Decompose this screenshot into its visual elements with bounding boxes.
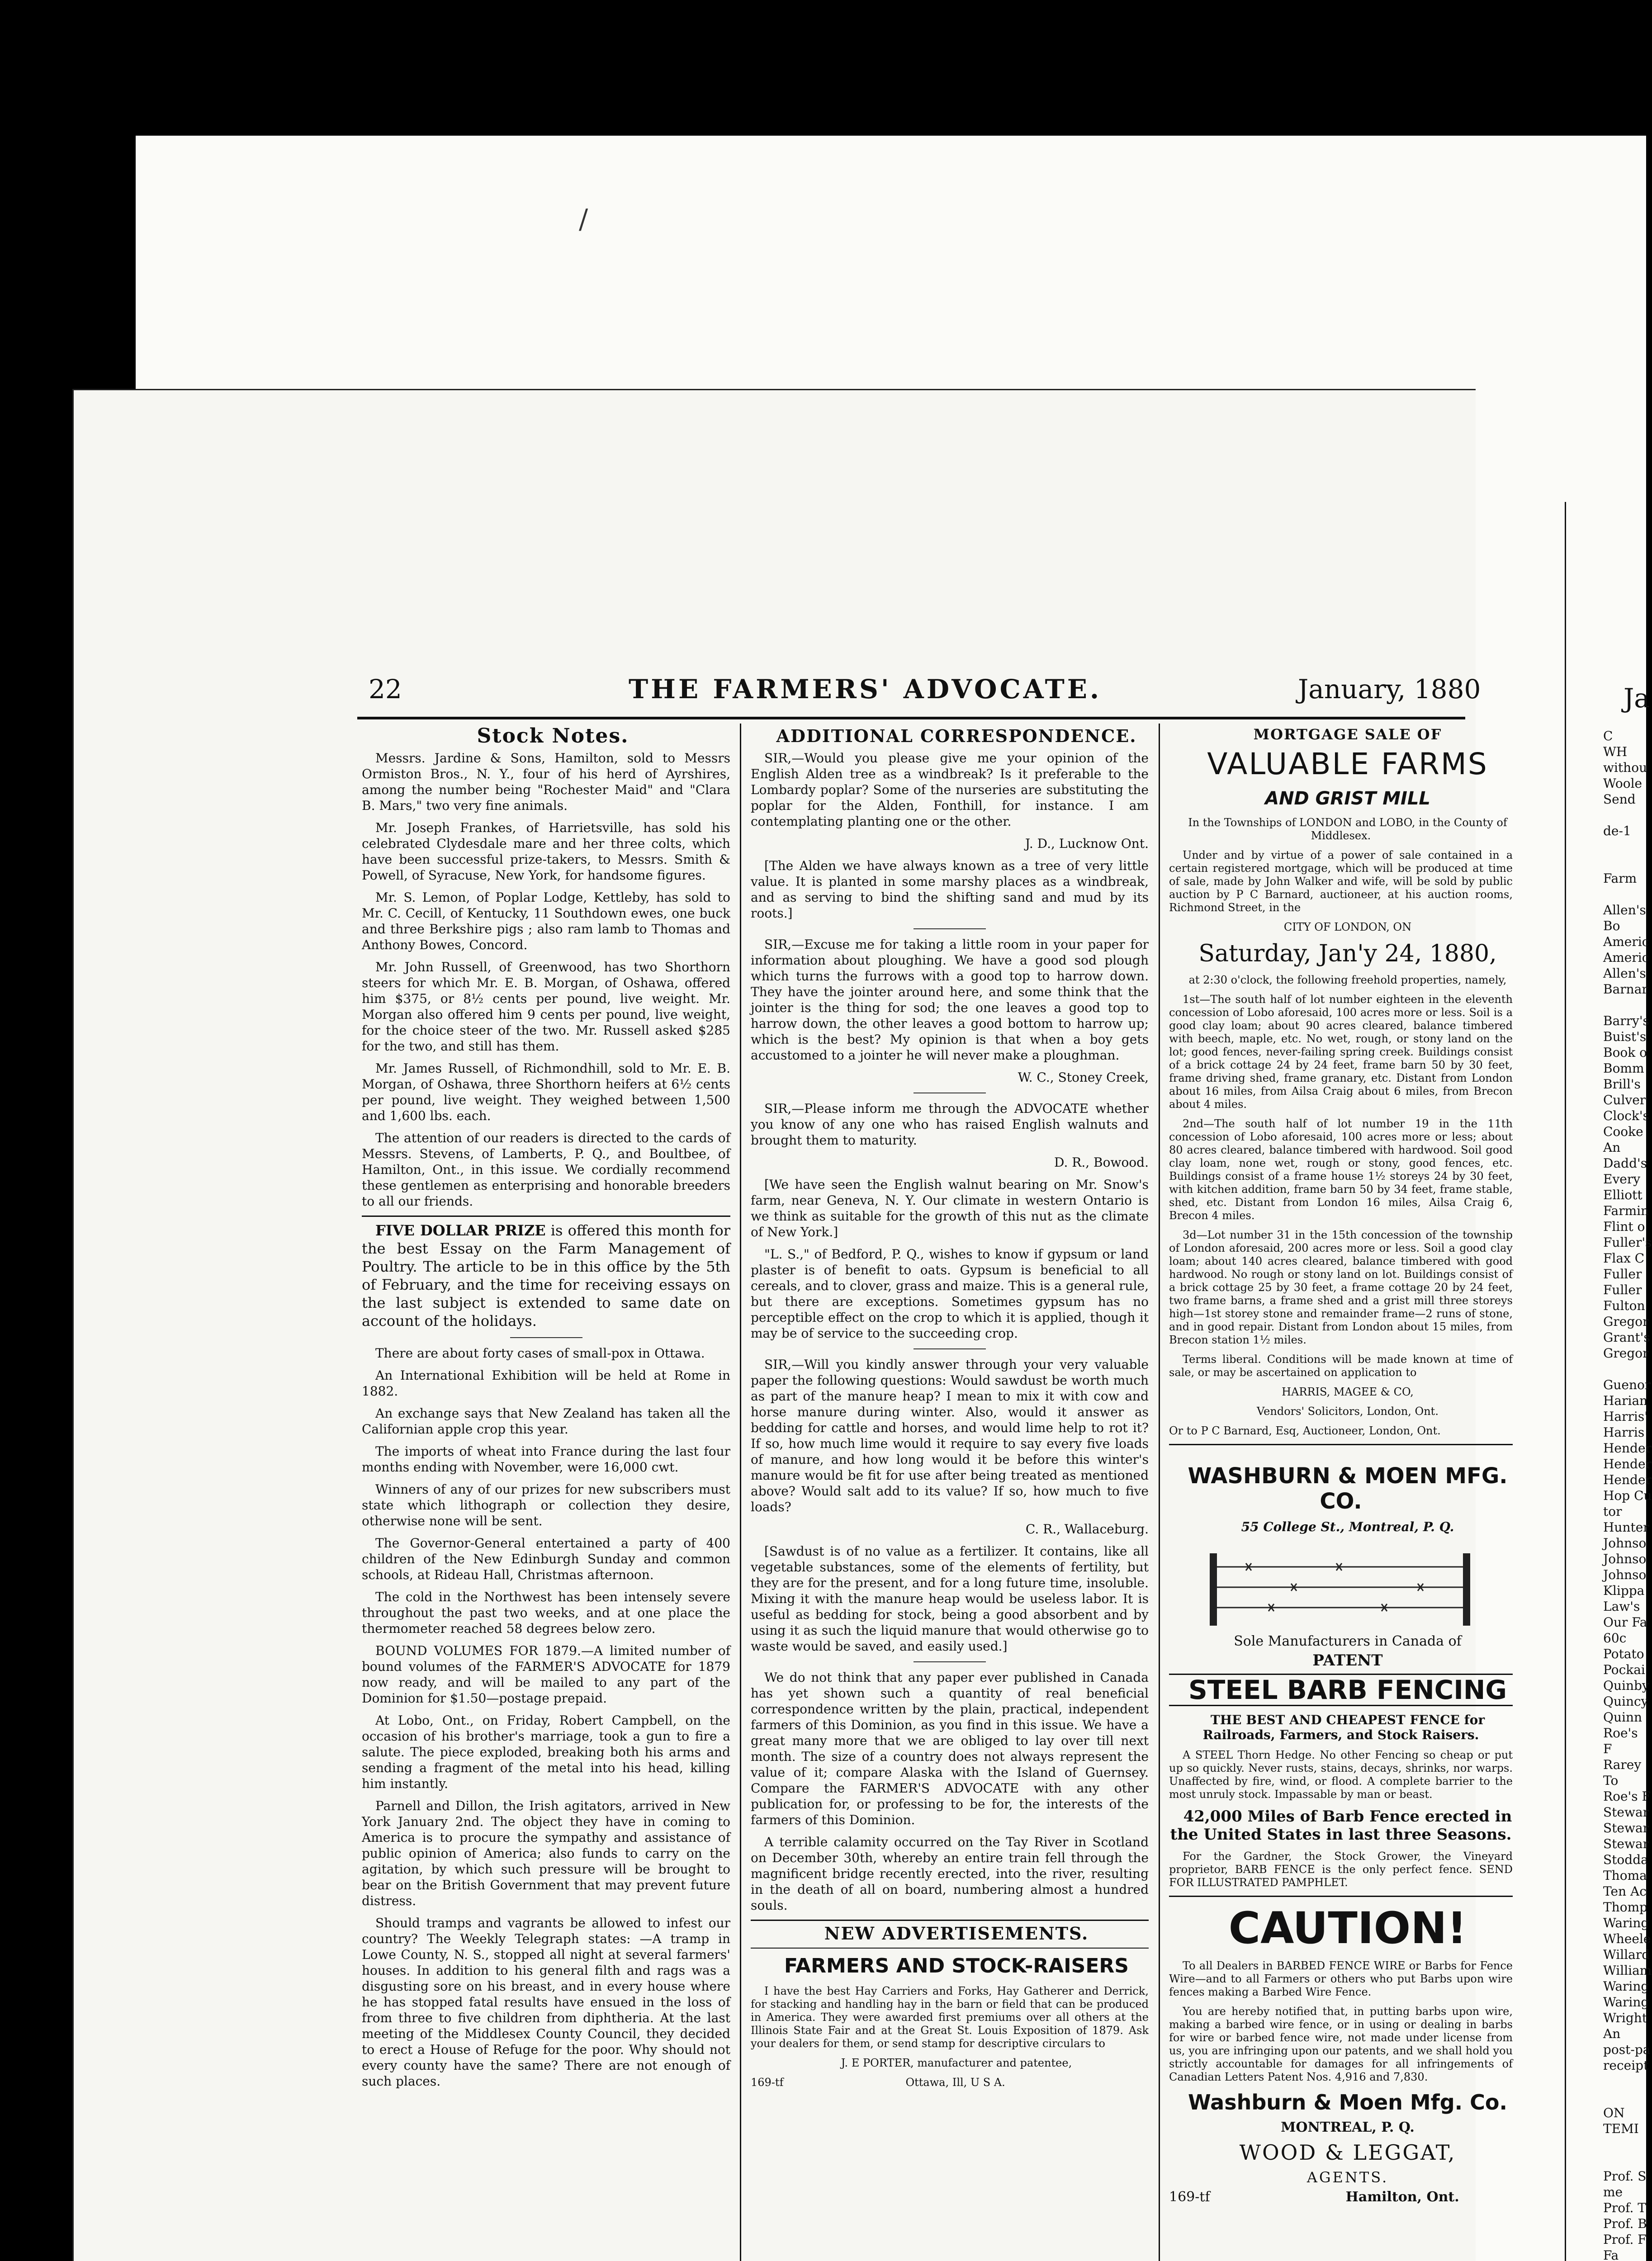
fragment-line: Pockai bbox=[1603, 1662, 1645, 1677]
ad-title: FARMERS AND STOCK-RAISERS bbox=[784, 1954, 1129, 1977]
fragment-line: Prof. T bbox=[1603, 2200, 1646, 2215]
fragment-line: Stewar bbox=[1603, 1821, 1649, 1835]
letter-text: "L. S.," of Bedford, P. Q., wishes to know if gypsum or land plaster is of benefit to oats. Gypsum is beneficial to all cereals, and to clover, grass and maize. This is a general rule, but there are exceptions. Sometimes gypsum has no perceptible effect on the crop to which it is applied, though it may be of service to the succeeding crop. bbox=[751, 1247, 1149, 1341]
sale-date: Saturday, Jan'y 24, 1880, bbox=[1198, 940, 1497, 967]
fragment-line: Wright bbox=[1603, 2010, 1647, 2025]
fragment-line: Americ bbox=[1603, 934, 1649, 949]
lot-description: 2nd—The south half of lot number 19 in the 11th concession of Lobo aforesaid, 100 acres more or less; about 80 acres cleared, balance timbered with hardwood. Soil good clay loam, none wet, rough or stony, good fences, etc. Buildings consist of a frame house 1½ storeys 24 by 30 feet, with kitchen addition, frame barn 50 by 34 feet, frame stable, shed, etc. Distant from London 16 miles, Ailsa Craig 6, Brecon 4 miles. bbox=[1169, 1117, 1513, 1222]
fragment-line: Prof. S bbox=[1603, 2169, 1647, 2184]
fragment-line: Roe's bbox=[1603, 1726, 1638, 1741]
fragment-line: Buist's bbox=[1603, 1029, 1647, 1044]
fragment-line: Roe's F bbox=[1603, 1789, 1651, 1804]
sale-terms: Terms liberal. Conditions will be made known at time of sale, or may be ascertained on application to bbox=[1169, 1353, 1513, 1379]
fragment-line: Johnso bbox=[1603, 1567, 1647, 1582]
steel-barb-fencing: STEEL BARB FENCING bbox=[1169, 1674, 1513, 1706]
note-paragraph: Mr. S. Lemon, of Poplar Lodge, Kettleby, has sold to Mr. C. Cecill, of Kentucky, 11 Southdown ewes, one buck and three Berkshire pigs ; also ram lamb to Thomas and Anthony Bowes, Concord. bbox=[362, 890, 730, 952]
stock-notes-heading: Stock Notes. bbox=[477, 724, 629, 747]
fragment-line: Wheele bbox=[1603, 1931, 1651, 1946]
fragment-line: tor bbox=[1603, 1504, 1622, 1519]
fragment-line: Rarey bbox=[1603, 1757, 1642, 1772]
fragment-line: Fuller bbox=[1603, 1267, 1642, 1282]
fragment-line: Brill's bbox=[1603, 1077, 1641, 1092]
fragment-line: Johnso bbox=[1603, 1551, 1647, 1566]
caution-text: To all Dealers in BARBED FENCE WIRE or Barbs for Fence Wire—and to all Farmers or others who put Barbs upon wire fences making a Barbed Wire Fence. bbox=[1169, 1959, 1513, 1998]
correspondence-heading: ADDITIONAL CORRESPONDENCE. bbox=[776, 726, 1137, 746]
fragment-line: Hender bbox=[1603, 1457, 1652, 1471]
fragment-line: de-1 bbox=[1603, 823, 1631, 838]
page-number: 22 bbox=[369, 674, 402, 705]
fragment-line: Book o bbox=[1603, 1045, 1647, 1060]
fragment-line: Gregor bbox=[1603, 1314, 1649, 1329]
gardener-text: For the Gardner, the Stock Grower, the Vineyard proprietor, BARB FENCE is the only perfect fence. SEND FOR ILLUSTRATED PAMPHLET. bbox=[1169, 1850, 1513, 1889]
fragment-line: Every bbox=[1603, 1172, 1641, 1187]
news-item: An International Exhibition will be held at Rome in 1882. bbox=[362, 1368, 730, 1399]
fragment-line: ON bbox=[1603, 2105, 1625, 2120]
fragment-line: Fuller's bbox=[1603, 1235, 1652, 1250]
sole-manufacturers: Sole Manufacturers in Canada of bbox=[1234, 1633, 1462, 1649]
fragment-line: Hunter bbox=[1603, 1520, 1649, 1535]
fragment-line: F bbox=[1603, 1741, 1612, 1756]
editor-reply: [The Alden we have always known as a tree of very little value. It is planted in some marshy places as a windbreak, and as serving to bind the shifting sand and mud by its roots.] bbox=[751, 858, 1149, 921]
fragment-line: WH bbox=[1603, 744, 1628, 759]
caution-heading: CAUTION! bbox=[1228, 1903, 1467, 1954]
fragment-line: Potato bbox=[1603, 1646, 1644, 1661]
column-correspondence bbox=[751, 728, 1149, 2261]
fragment-line: Dadd's bbox=[1603, 1156, 1647, 1171]
fragment-line: Barnar bbox=[1603, 982, 1648, 997]
mortgage-heading: MORTGAGE SALE OF bbox=[1253, 726, 1442, 743]
letter-text: SIR,—Would you please give me your opinion of the English Alden tree as a windbreak? Is it preferable to the Lombardy poplar? Some of the nurseries are substituting the poplar for the Alden, Fonthill, for instance. I am contemplating planting one or the other. bbox=[751, 751, 1149, 829]
fragment-line: Cooke bbox=[1603, 1124, 1643, 1139]
hamilton: Hamilton, Ont. bbox=[1345, 2189, 1459, 2205]
fragment-line: Prof. F bbox=[1603, 2232, 1647, 2247]
news-item: The imports of wheat into France during the last four months ending with November, were 16,000 cwt. bbox=[362, 1444, 730, 1475]
caution-notice: You are hereby notified that, in putting barbs upon wire, making a barbed wire fence, or in using or dealing in barbs for wire or barbed fence wire, not made under license from us, you are infringing upon our patents, and we shall hold you strictly accountable for damages for all infringements of Canadian Letters Patent Nos. 4,916 and 7,830. bbox=[1169, 2005, 1513, 2083]
fence-post bbox=[1463, 1553, 1470, 1626]
fragment-line: Harris bbox=[1603, 1425, 1645, 1440]
masthead-rule bbox=[357, 717, 1465, 719]
note-paragraph: Mr. Joseph Frankes, of Harrietsville, has sold his celebrated Clydesdale mare and her three colts, which have been successful prize-takers, to Messrs. Smith & Powell, of Syracuse, New York, for handsome figures. bbox=[362, 820, 730, 883]
fragment-line: Stewar bbox=[1603, 1836, 1649, 1851]
valuable-farms: VALUABLE FARMS bbox=[1207, 747, 1488, 781]
fragment-line: Gregor bbox=[1603, 1346, 1649, 1361]
letter-signature: D. R., Bowood. bbox=[1054, 1155, 1149, 1170]
fragment-line bbox=[1603, 2137, 1646, 2152]
fragment-line: receipt bbox=[1603, 2058, 1649, 2073]
washburn-signature: Washburn & Moen Mfg. Co. bbox=[1188, 2090, 1507, 2114]
auctioneer-line: Or to P C Barnard, Esq, Auctioneer, London, Ont. bbox=[1169, 1424, 1441, 1437]
townships: In the Townships of LONDON and LOBO, in the County of Middlesex. bbox=[1188, 816, 1507, 842]
fragment-line bbox=[1603, 807, 1646, 823]
ad-place: Ottawa, Ill, U S A. bbox=[905, 2076, 1005, 2089]
advert-footer bbox=[1169, 2190, 1513, 2204]
fragment-line: Send bbox=[1603, 792, 1636, 807]
fragment-line: Flax C bbox=[1603, 1251, 1645, 1266]
letter-signature: C. R., Wallaceburg. bbox=[1025, 1522, 1149, 1537]
thorn-hedge: A STEEL Thorn Hedge. No other Fencing so cheap or put up so quickly. Never rusts, stains, decays, shrinks, nor warps. Unaffected by fire, wind, or flood. A complete barrier to the most unruly stock. Impassable by man or beast. bbox=[1169, 1749, 1513, 1801]
vendors-solicitors: Vendors' Solicitors, London, Ont. bbox=[1257, 1405, 1439, 1418]
fragment-line: Guenor bbox=[1603, 1377, 1651, 1392]
fragment-line: Hop Cu bbox=[1603, 1488, 1652, 1503]
fragment-line: Waring bbox=[1603, 1979, 1649, 1994]
note-paragraph: Messrs. Jardine & Sons, Hamilton, sold to Messrs Ormiston Bros., N. Y., four of his herd of Ayrshires, among the number being "Rochester Maid" and "Clara B. Mars," two very fine animals. bbox=[362, 751, 730, 813]
editorial-notice: A terrible calamity occurred on the Tay River in Scotland on December 30th, whereby an entire train fell through the magnificent bridge recently erected, into the river, resulting in the death of all on board, numbering almost a hundred souls. bbox=[751, 1835, 1149, 1913]
fragment-line bbox=[1603, 997, 1646, 1013]
editor-reply: [Sawdust is of no value as a fertilizer. It contains, like all vegetable substances, some of the elements of fertility, but they are for the present, and for a long future time, insoluble. Mixing it with the manure heap would be useless labor. It is useful as bedding for stock, being a good absorbent and by using it as such the liquid manure that would otherwise go to waste would be saved, and easily used.] bbox=[751, 1544, 1149, 1654]
fragment-line: Quincy bbox=[1603, 1694, 1648, 1709]
solicitor-firm: HARRIS, MAGEE & CO, bbox=[1282, 1386, 1414, 1398]
fragment-line: Grant's bbox=[1603, 1330, 1650, 1345]
next-page-fragment bbox=[1603, 728, 1652, 2261]
ad-signature: J. E PORTER, manufacturer and patentee, bbox=[841, 2057, 1072, 2069]
fragment-line bbox=[1603, 839, 1646, 855]
fragment-line: Quinn bbox=[1603, 1710, 1643, 1725]
editor-reply: [We have seen the English walnut bearing on Mr. Snow's farm, near Geneva, N. Y. Our climate in western Ontario is we think as suitable for the growth of this nut as the climate of New York.] bbox=[751, 1177, 1149, 1239]
news-item: Should tramps and vagrants be allowed to infest our country? The Weekly Telegraph states: —A tramp in Lowe County, N. S., stopped all night at several farmers' houses. In addition to his general filth and rags was a disgusting sore on his breast, and in every house where he has stopped fatal results have ensued in the loss of from three to five children from diphtheria. At the last meeting of the Middlesex County Council, they decided to erect a House of Refuge for the poor. Why should not every county have the same? There are not enough of such places. bbox=[362, 1916, 730, 2089]
stray-mark: / bbox=[579, 203, 588, 235]
wood-leggat: WOOD & LEGGAT, bbox=[1239, 2140, 1456, 2165]
fragment-line: An bbox=[1603, 2026, 1621, 2041]
fragment-line: Hender bbox=[1603, 1441, 1652, 1456]
fragment-line: Ten Ac bbox=[1603, 1884, 1647, 1899]
fragment-line: Allen's bbox=[1603, 903, 1646, 918]
news-item: There are about forty cases of small-pox in Ottawa. bbox=[375, 1346, 705, 1361]
sale-city: CITY OF LONDON, ON bbox=[1283, 921, 1412, 933]
fragment-line: Bomm bbox=[1603, 1061, 1644, 1076]
fragment-line bbox=[1603, 1361, 1646, 1377]
ad-text: I have the best Hay Carriers and Forks, Hay Gatherer and Derrick, for stacking and handling hay in the barn or field that can be produced in America. They were awarded first premiums over all others at the Illinois State Fair and at the Great St. Louis Exposition of 1879. Ask your dealers for them, or send stamp for descriptive circulars to bbox=[751, 1985, 1149, 2050]
column-rule bbox=[1159, 724, 1160, 2261]
fragment-line: Clock's bbox=[1603, 1108, 1649, 1123]
column-stock-notes bbox=[362, 724, 730, 2261]
note-paragraph: Mr. James Russell, of Richmondhill, sold to Mr. E. B. Morgan, of Oshawa, three Shorthorn heifers at 6½ cents per pound, live weight. They weighed between 1,500 and 1,600 lbs. each. bbox=[362, 1061, 730, 1123]
fragment-line: Harian bbox=[1603, 1393, 1648, 1408]
fragment-line: Elliott bbox=[1603, 1187, 1643, 1202]
fragment-line: post-pa bbox=[1603, 2042, 1651, 2057]
note-paragraph: The attention of our readers is directed to the cards of Messrs. Stevens, of Lamberts, P. Q., and Boultbee, of Hamilton, Ont., in this issue. We cordially recommend these gentlemen as enterprising and honorable breeders to all our friends. bbox=[362, 1130, 730, 1209]
fragment-line: Thomp bbox=[1603, 1900, 1648, 1915]
fragment-line: Willard bbox=[1603, 1947, 1650, 1962]
fragment-line bbox=[1603, 2152, 1646, 2168]
letter-signature: W. C., Stoney Creek, bbox=[1018, 1070, 1149, 1085]
fragment-line: Farmin bbox=[1603, 1203, 1649, 1218]
fragment-line: Bo bbox=[1603, 918, 1620, 933]
news-item: Parnell and Dillon, the Irish agitators, arrived in New York January 2nd. The object they have in coming to America is to procure the sympathy and assistance of public opinion of America; also funds to carry on the agitation, by which such pressure will be brought to bear on the British Government that may prevent future distress. bbox=[362, 1798, 730, 1908]
fragment-line bbox=[1603, 886, 1646, 902]
fragment-line: Quinby bbox=[1603, 1678, 1649, 1693]
fragment-line: Culver bbox=[1603, 1093, 1646, 1107]
best-cheapest: THE BEST AND CHEAPEST FENCE for Railroads, Farmers, and Stock Raisers. bbox=[1202, 1712, 1485, 1742]
page-edge bbox=[1565, 502, 1566, 2261]
column-rule bbox=[740, 724, 741, 2261]
fragment-line: Thoma bbox=[1603, 1868, 1647, 1883]
advert-code: 169-tf bbox=[1169, 2189, 1210, 2205]
fragment-line: Waring bbox=[1603, 1995, 1649, 2010]
fragment-line: Harris' bbox=[1603, 1409, 1648, 1424]
issue-date: January, 1880 bbox=[1298, 674, 1481, 705]
fragment-line: Stodda bbox=[1603, 1852, 1648, 1867]
fragment-line: Hender bbox=[1603, 1472, 1652, 1487]
washburn-address: 55 College St., Montreal, P. Q. bbox=[1241, 1519, 1454, 1534]
news-item: An exchange says that New Zealand has taken all the Californian apple crop this year. bbox=[362, 1406, 730, 1437]
fragment-line: Prof. B bbox=[1603, 2216, 1647, 2231]
fragment-line: Fa bbox=[1603, 2248, 1619, 2261]
patent-label: PATENT bbox=[1312, 1651, 1383, 1670]
fragment-line: Barry's bbox=[1603, 1013, 1649, 1028]
fragment-line: Stewar bbox=[1603, 1805, 1649, 1820]
prize-title: FIVE DOLLAR PRIZE bbox=[375, 1222, 546, 1239]
fragment-line: Americ bbox=[1603, 950, 1649, 965]
letter-signature: J. D., Lucknow Ont. bbox=[1025, 836, 1149, 851]
letter-text: SIR,—Excuse me for taking a little room in your paper for information about ploughing. We have a good sod plough which turns the furrows with a good top to harrow down. They have the jointer around here, and some think that the jointer is the thing for sod; the one leaves a good top to harrow down, the other leaves a good bottom to harrow up; which is the best? My opinion is that when a boy gets accustomed to a jointer he will never make a ploughman. bbox=[751, 937, 1149, 1063]
fragment-line bbox=[1603, 2089, 1646, 2105]
prize-text: is offered this month for the best Essay on the Farm Management of Poultry. The article to be in this office by the 5th of February, and the time for receiving essays on the last subject is extended to same date on account of the holidays. bbox=[362, 1222, 730, 1329]
column-advertisements bbox=[1169, 728, 1513, 2261]
fragment-line: Woole bbox=[1603, 776, 1643, 791]
news-item: The Governor-General entertained a party of 400 children of the New Edinburgh Sunday and common schools, at Rideau Hall, Christmas afternoon. bbox=[362, 1536, 730, 1582]
lot-description: 1st—The south half of lot number eighteen in the eleventh concession of Lobo aforesaid, 100 acres more or less. Soil is a good clay loam; about 90 acres cleared, balance timbered with beech, maple, etc. No wet, rough, or stony land on the lot; good fences, never-failing spring creek. Buildings consist of a brick cottage 24 by 24 feet, frame barn 50 by 30 feet, frame driving shed, frame granary, etc. Distant from London about 16 miles, from Ailsa Craig about 6 miles, from Brecon about 4 miles. bbox=[1169, 993, 1513, 1111]
next-page-header: Ja bbox=[1624, 683, 1650, 714]
fragment-line: William bbox=[1603, 1963, 1652, 1978]
fragment-line: Farm bbox=[1603, 871, 1637, 886]
miles-erected: 42,000 Miles of Barb Fence erected in the United States in last three Seasons. bbox=[1170, 1807, 1512, 1844]
fragment-line: Waring bbox=[1603, 1916, 1649, 1930]
fragment-line: An bbox=[1603, 1140, 1621, 1155]
letter-text: SIR,—Will you kindly answer through your very valuable paper the following questions: Would sawdust be worth much as part of the manure heap? I mean to mix it with cow and horse manure during winter. Also, would it answer as bedding for cattle and horses, and would lime help to rot it? If so, how much lime would it require to say every five loads of manure, and how long would it be before this winter's manure would be fit for use after being treated as mentioned above? Would salt add to its value? If so, how much to five loads? bbox=[751, 1357, 1149, 1514]
fragment-line: Johnso bbox=[1603, 1536, 1647, 1551]
barb-fence-illustration bbox=[1192, 1540, 1490, 1630]
mortgage-intro: Under and by virtue of a power of sale contained in a certain registered mortgage, which will be produced at time of sale, made by John Walker and wife, will be sold by public auction by P C Barnard, auctioneer, at his auction rooms, Richmond Street, in the bbox=[1169, 849, 1513, 914]
fragment-line: Flint o bbox=[1603, 1219, 1645, 1234]
fragment-line: Fulton bbox=[1603, 1298, 1645, 1313]
fence-post bbox=[1210, 1553, 1217, 1626]
news-item: At Lobo, Ont., on Friday, Robert Campbell, on the occasion of his brother's marriage, took a gun to fire a salute. The piece exploded, breaking both his arms and sending a fragment of the metal into his head, killing him instantly. bbox=[362, 1713, 730, 1791]
fragment-line: TEMI bbox=[1603, 2121, 1639, 2136]
fragment-line: me bbox=[1603, 2185, 1623, 2200]
news-item: BOUND VOLUMES FOR 1879.—A limited number of bound volumes of the FARMER'S ADVOCATE for 1879 now ready, and will be mailed to any part of the Dominion for $1.50—postage prepaid. bbox=[362, 1643, 730, 1706]
letter-text: SIR,—Please inform me through the ADVOCATE whether you know of any one who has raised English walnuts and brought them to maturity. bbox=[751, 1101, 1149, 1148]
news-item: Winners of any of our prizes for new subscribers must state which lithograph or collection they desire, otherwise none will be sent. bbox=[362, 1482, 730, 1528]
fragment-line: withou bbox=[1603, 760, 1647, 775]
grist-mill: AND GRIST MILL bbox=[1265, 788, 1430, 809]
washburn-title: WASHBURN & MOEN MFG. CO. bbox=[1188, 1463, 1508, 1514]
fragment-line: Fuller bbox=[1603, 1282, 1642, 1297]
fragment-line: Klippa bbox=[1603, 1583, 1645, 1598]
masthead: THE FARMERS' ADVOCATE. bbox=[629, 674, 1102, 705]
editorial-notice: We do not think that any paper ever published in Canada has yet shown such a quantity of real beneficial correspondence written by the plain, practical, independent farmers of this Dominion, as you find in this issue. We have a great many more that we are obliged to lay over till next month. The size of a country does not always represent the value of it; compare Alaska with the Island of Guernsey. Compare the FARMER'S ADVOCATE with any other publication for, or professing to be for, the interests of the farmers of this Dominion. bbox=[751, 1670, 1149, 1827]
note-paragraph: Mr. John Russell, of Greenwood, has two Shorthorn steers for which Mr. E. B. Morgan, of Oshawa, offered him $375, or 8½ cents per pound, live weight. Mr. Morgan also offered him 9 cents per pound, live weight, for the choice steer of the two. Mr. Russell asked $285 for the two, and still has them. bbox=[362, 960, 730, 1054]
ad-code: 169-tf bbox=[751, 2076, 784, 2089]
lot-description: 3d—Lot number 31 in the 15th concession of the township of London aforesaid, 200 acres more or less. Soil a good clay loam; about 140 acres cleared, balance timbered with good hardwood. No rough or stony land on lot. Buildings consist of a brick cottage 25 by 30 feet, a frame cottage 20 by 24 feet, two frame barns, a frame shed and a grist mill three storeys high—1st storey stone and remainder frame—2 runs of stone, and in good repair. Distant from London about 15 miles, from Brecon station 1½ miles. bbox=[1169, 1229, 1513, 1346]
sale-time: at 2:30 o'clock, the following freehold properties, namely, bbox=[1188, 974, 1507, 986]
new-ads-heading: NEW ADVERTISEMENTS. bbox=[824, 1923, 1089, 1944]
prize-notice bbox=[362, 1221, 730, 1330]
montreal: MONTREAL, P. Q. bbox=[1281, 2119, 1415, 2135]
fragment-line: To bbox=[1603, 1773, 1619, 1788]
fragment-line: C bbox=[1603, 728, 1613, 743]
news-item: The cold in the Northwest has been intensely severe throughout the past two weeks, and at one place the thermometer reached 58 degrees below zero. bbox=[362, 1589, 730, 1636]
agents-label: AGENTS. bbox=[1306, 2169, 1389, 2186]
fragment-line: Our Fa bbox=[1603, 1615, 1647, 1630]
fragment-line: 60c bbox=[1603, 1631, 1627, 1646]
fragment-line bbox=[1603, 2073, 1646, 2089]
fragment-line bbox=[1603, 855, 1646, 870]
ad-footer bbox=[751, 2076, 1149, 2089]
fragment-line: Allen's bbox=[1603, 966, 1646, 981]
fragment-line: Law's bbox=[1603, 1599, 1640, 1614]
